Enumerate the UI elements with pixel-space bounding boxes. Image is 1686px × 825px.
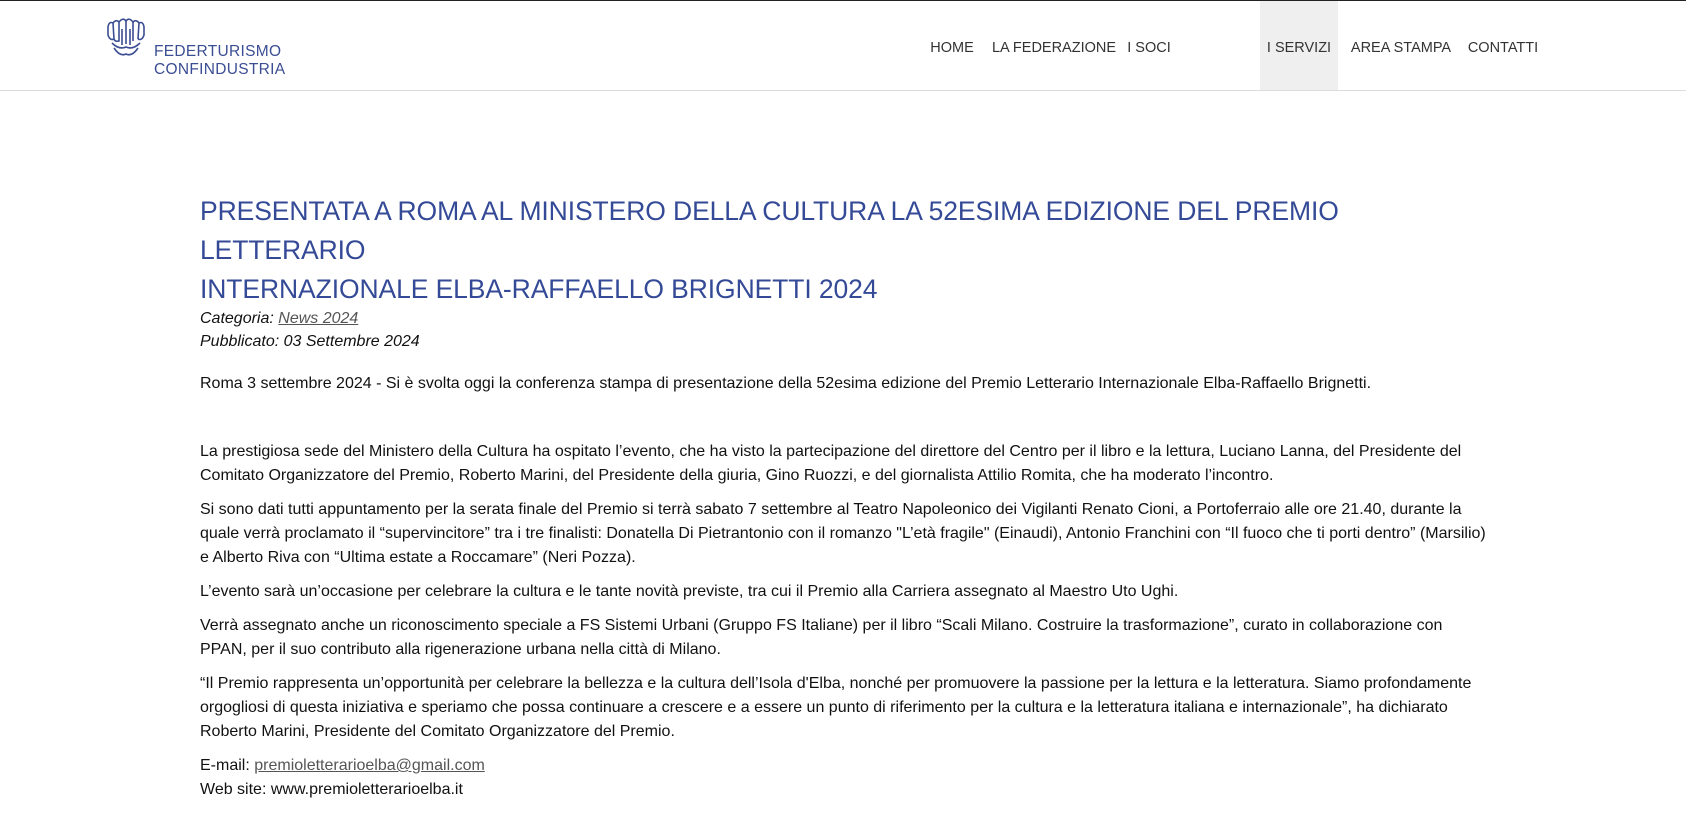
website-text: www.premioletterarioelba.it: [270, 781, 463, 798]
article-paragraph: La prestigiosa sede del Ministero della Cultura ha ospitato l’evento, che ha visto la partecipazione del direttore del Centro per il libro e la lettura, Luciano Lanna, del Presidente del Comitato Organizzatore del Premio, Roberto Marini, del Presidente della giuria, Gino Ruozzi, e del giornalista Attilio Romita, che ha moderato l’incontro.: [200, 443, 1462, 484]
article-title-line2: INTERNAZIONALE ELBA-RAFFAELLO BRIGNETTI 2024: [200, 274, 878, 304]
category-link[interactable]: News 2024: [278, 310, 359, 327]
email-link[interactable]: premioletterarioelba@gmail.com: [254, 757, 485, 774]
nav-area-stampa[interactable]: AREA STAMPA: [1350, 40, 1452, 56]
article-intro: Roma 3 settembre 2024 - Si è svolta oggi la conferenza stampa di presentazione della 52esima edizione del Premio Letterario Internazionale Elba-Raffaello Brignetti.: [200, 375, 1372, 392]
nav-contatti[interactable]: CONTATTI: [1467, 40, 1539, 56]
nav-home[interactable]: HOME: [930, 40, 974, 56]
site-header: [0, 1, 1686, 91]
article-paragraph: Verrà assegnato anche un riconoscimento speciale a FS Sistemi Urbani (Gruppo FS Italiane) per il libro “Scali Milano. Costruire la trasformazione”, curato in collaborazione con PPAN, per il suo contributo alla rigenerazione urbana nella città di Milano.: [200, 617, 1443, 658]
website-label: Web site:: [200, 781, 271, 798]
eagle-logo-icon: [104, 17, 148, 61]
article-paragraph: L’evento sarà un’occasione per celebrare la cultura e le tante novità previste, tra cui il Premio alla Carriera assegnato al Maestro Uto Ughi.: [200, 583, 1179, 600]
contact-info: [200, 754, 1490, 802]
logo-text-line2: CONFINDUSTRIA: [154, 61, 286, 78]
email-label: E-mail:: [200, 757, 255, 774]
nav-la-federazione[interactable]: LA FEDERAZIONE: [991, 40, 1117, 56]
category-label: Categoria:: [200, 310, 279, 327]
article-title-line1: PRESENTATA A ROMA AL MINISTERO DELLA CULTURA LA 52ESIMA EDIZIONE DEL PREMIO LETTERARIO: [200, 196, 1339, 265]
article-paragraph: “Il Premio rappresenta un’opportunità per celebrare la bellezza e la cultura dell’Isola d'Elba, nonché per promuovere la passione per la lettura e la letteratura. Siamo profondamente orgogliosi di questa iniziativa e speriamo che possa continuare a crescere e a essere un punto di riferimento per la cultura e la letteratura italiana e internazionale”, ha dichiarato Roberto Marini, Presidente del Comitato Organizzatore del Premio.: [200, 675, 1472, 740]
logo-text-line1: FEDERTURISMO: [154, 43, 282, 60]
published-date: Pubblicato: 03 Settembre 2024: [200, 333, 420, 350]
nav-i-soci[interactable]: I SOCI: [1127, 40, 1171, 56]
article-title: [200, 192, 1500, 309]
logo-link[interactable]: [104, 17, 284, 79]
article-paragraph: Si sono dati tutti appuntamento per la serata finale del Premio si terrà sabato 7 settembre al Teatro Napoleonico dei Vigilanti Renato Cioni, a Portoferraio alle ore 21.40, durante la quale verrà proclamato il “supervincitore” tra i tre finalisti: Donatella Di Pietrantonio con il romanzo "L’età fragile" (Einaudi), Antonio Franchini con “Il fuoco che ti porti dentro” (Marsilio) e Alberto Riva con “Ultima estate a Roccamare” (Neri Pozza).: [200, 501, 1486, 566]
nav-i-servizi[interactable]: I SERVIZI: [1260, 1, 1338, 90]
article-meta: [200, 307, 420, 353]
